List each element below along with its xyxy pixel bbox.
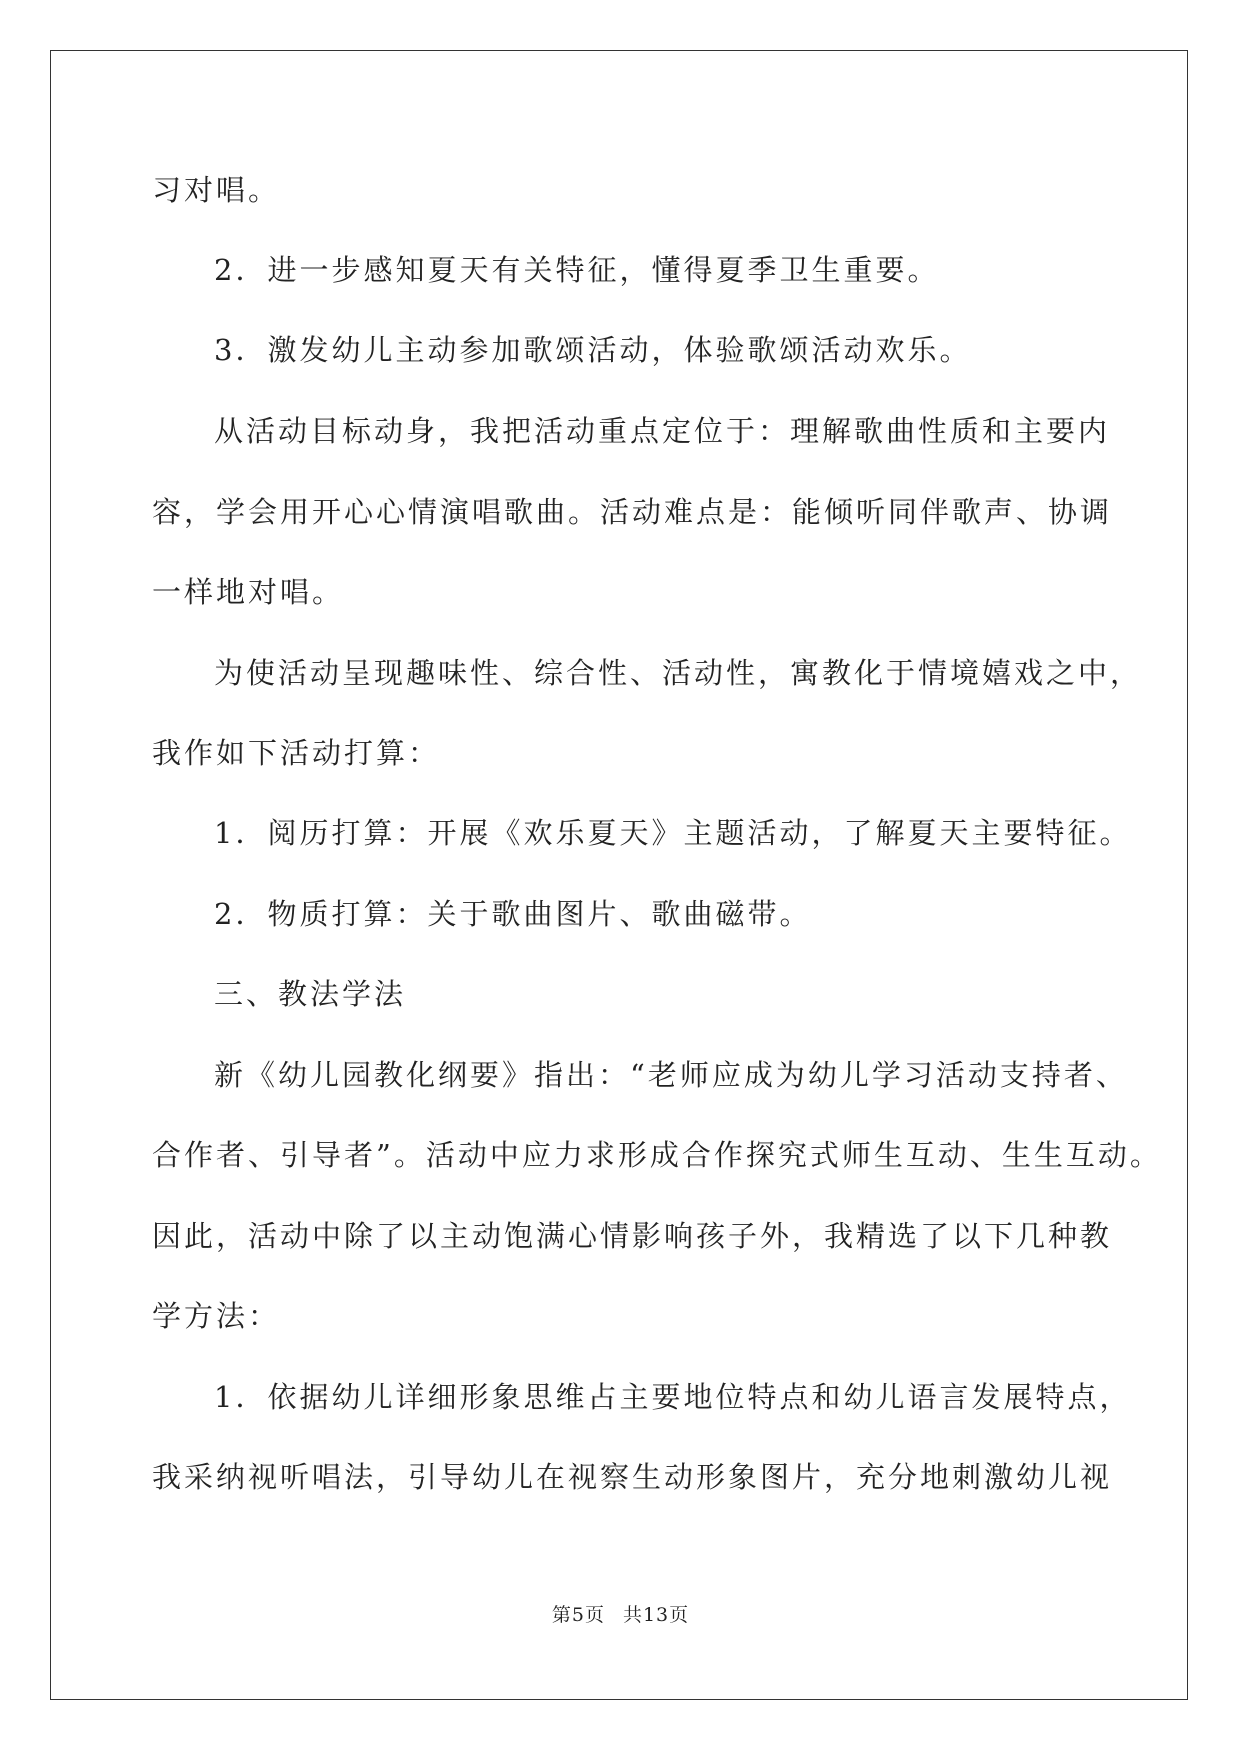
- text-line: 学方法：: [152, 1299, 281, 1333]
- text-line: 为使活动呈现趣味性、综合性、活动性，寓教化于情境嬉戏之中，: [214, 656, 1143, 690]
- text-line: 容，学会用开心心情演唱歌曲。活动难点是：能倾听同伴歌声、协调: [152, 495, 1113, 529]
- page-footer: [0, 1600, 1241, 1627]
- text-line: 1．阅历打算：开展《欢乐夏天》主题活动，了解夏天主要特征。: [214, 816, 1132, 850]
- text-line: 我采纳视听唱法，引导幼儿在视察生动形象图片，充分地刺激幼儿视: [152, 1460, 1113, 1494]
- text-line: 合作者、引导者”。活动中应力求形成合作探究式师生互动、生生互动。: [152, 1138, 1162, 1172]
- text-line: 1．依据幼儿详细形象思维占主要地位特点和幼儿语言发展特点，: [214, 1380, 1132, 1414]
- text-line: 新《幼儿园教化纲要》指出：“老师应成为幼儿学习活动支持者、: [214, 1058, 1128, 1092]
- text-line: 习对唱。: [152, 173, 281, 207]
- text-line: 3．激发幼儿主动参加歌颂活动，体验歌颂活动欢乐。: [214, 333, 972, 367]
- text-line: 2．物质打算：关于歌曲图片、歌曲磁带。: [214, 897, 812, 931]
- text-line: 我作如下活动打算：: [152, 736, 441, 770]
- section-heading: 三、教法学法: [214, 977, 407, 1011]
- page-border: [50, 50, 1188, 1700]
- text-line: 2．进一步感知夏天有关特征，懂得夏季卫生重要。: [214, 253, 940, 287]
- page-number: 第5页: [551, 1604, 605, 1626]
- text-line: 因此，活动中除了以主动饱满心情影响孩子外，我精选了以下几种教: [152, 1219, 1113, 1253]
- page-total: 共13页: [622, 1604, 690, 1626]
- text-line: 一样地对唱。: [152, 575, 345, 609]
- text-line: 从活动目标动身，我把活动重点定位于：理解歌曲性质和主要内: [214, 414, 1111, 448]
